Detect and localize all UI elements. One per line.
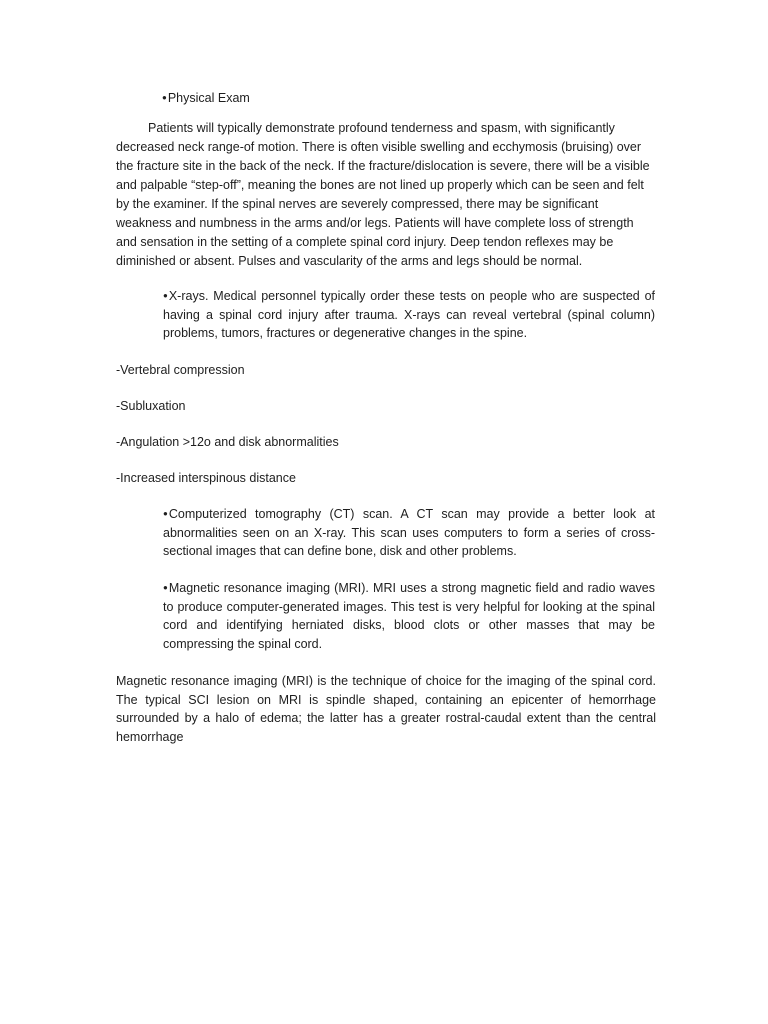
bullet-item-mri [163, 579, 655, 653]
bullet-item-ct-scan [163, 505, 655, 561]
finding-item: -Subluxation [116, 399, 186, 413]
finding-item: -Vertebral compression [116, 363, 245, 377]
physical-exam-text: Patients will typically demonstrate profound tenderness and spasm, with significantly decreased neck range-of motion. There is often visible swelling and ecchymosis (bruising) over the fracture site in the back of the neck. If the fracture/dislocation is severe, there will be a visible and palpable “step-off”, meaning the bones are not lined up properly which can be seen and felt by the examiner. If the spinal nerves are severely compressed, there may be significant weakness and numbness in the arms and/or legs. Patients will have complete loss of strength and sensation in the setting of a complete spinal cord injury. Deep tendon reflexes may be diminished or absent. Pulses and vascularity of the arms and legs should be normal. [116, 121, 650, 268]
physical-exam-paragraph [116, 119, 656, 271]
bullet-icon: ● [163, 509, 168, 518]
mri-summary-paragraph: Magnetic resonance imaging (MRI) is the technique of choice for the imaging of the spinal cord. The typical SCI lesion on MRI is spindle shaped, containing an epicenter of hemorrhage surrounded by a halo of edema; the latter has a greater rostral-caudal extent than the central hemorrhage [116, 674, 656, 744]
bullet-text: Computerized tomography (CT) scan. A CT scan may provide a better look at abnormalities seen on an X-ray. This scan uses computers to form a series of cross-sectional images that can define bone, disk and other problems. [163, 507, 655, 558]
bullet-text: Magnetic resonance imaging (MRI). MRI uses a strong magnetic field and radio waves to produce computer-generated images. This test is very helpful for looking at the spinal cord and identifying herniated disks, blood clots or other masses that may be compressing the spinal cord. [163, 581, 655, 651]
finding-item: -Increased interspinous distance [116, 471, 296, 485]
bullet-icon: ● [163, 583, 168, 592]
bullet-icon: ● [163, 291, 168, 300]
heading-text: Physical Exam [167, 91, 250, 105]
bullet-text: X-rays. Medical personnel typically order these tests on people who are suspected of having a spinal cord injury after trauma. X-rays can reveal vertebral (spinal column) problems, tumors, fractures or degenerative changes in the spine. [163, 289, 655, 340]
bullet-icon: ● [162, 93, 167, 102]
section-heading [162, 90, 250, 106]
finding-item: -Angulation >12o and disk abnormalities [116, 435, 339, 449]
bullet-item-xrays [163, 287, 655, 343]
